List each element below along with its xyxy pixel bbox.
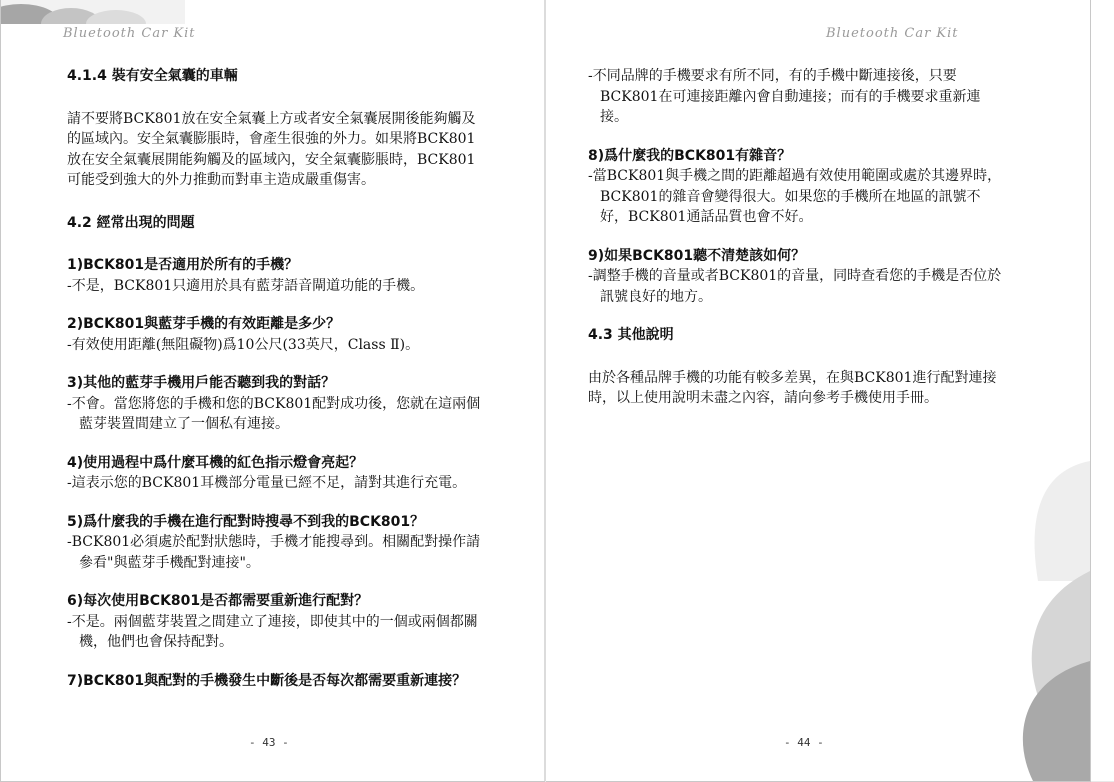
- faq-answer: -不會。當您將您的手機和您的BCK801配對成功後，您就在這兩個藍芽裝置間建立了一個私有連接。: [67, 395, 481, 432]
- paragraph: 由於各種品牌手機的功能有較多差異，在與BCK801進行配對連接時，以上使用說明未盡之內容，請向參考手機使用手冊。: [588, 369, 997, 406]
- faq-question: 6)每次使用BCK801是否都需要重新進行配對？: [67, 593, 369, 609]
- left-page-content: [67, 66, 483, 691]
- right-page-content: [588, 66, 1004, 409]
- faq-question: 8)爲什麼我的BCK801有雜音？: [588, 147, 792, 164]
- page-number: - 44 -: [784, 736, 824, 749]
- faq-answer: -不同品牌的手機要求有所不同，有的手機中斷連接後，只要BCK801在可連接距離內會自動連接；而有的手機要求重新連接。: [588, 68, 981, 125]
- faq-question: 4)使用過程中爲什麼耳機的紅色指示燈會亮起？: [67, 454, 364, 471]
- faq-question: 1)BCK801是否適用於所有的手機？: [67, 257, 299, 273]
- faq-answer: -調整手機的音量或者BCK801的音量，同時查看您的手機是否位於訊號良好的地方。: [588, 268, 1002, 305]
- section-title: 4.2 經常出現的問題: [67, 214, 195, 231]
- section-title: 4.1.4 裝有安全氣囊的車輛: [67, 68, 238, 84]
- faq-question: 3)其他的藍芽手機用戶能否聽到我的對話？: [67, 375, 336, 391]
- running-header: Bluetooth Car Kit: [826, 26, 959, 41]
- faq-answer: -不是。兩個藍芽裝置之間建立了連接，即使其中的一個或兩個都關機，他們也會保持配對。: [67, 613, 478, 650]
- paragraph: 請不要將BCK801放在安全氣囊上方或者安全氣囊展開後能夠觸及的區域內。安全氣囊膨脹時，會產生很強的外力。如果將BCK801放在安全氣囊展開能夠觸及的區域內，安全氣囊膨脹時，BCK801可能受到強大的外力推動而對車主造成嚴重傷害。: [67, 110, 476, 188]
- page-44: [546, 0, 1091, 782]
- faq-answer: -這表示您的BCK801耳機部分電量已經不足，請對其進行充電。: [67, 475, 467, 491]
- page-43: [0, 0, 545, 782]
- faq-answer: -BCK801必須處於配對狀態時，手機才能搜尋到。相關配對操作請參看"與藍芽手機配對連接"。: [67, 534, 481, 571]
- corner-decoration: [998, 461, 1090, 781]
- faq-question: 9)如果BCK801聽不清楚該如何？: [588, 247, 806, 264]
- faq-question: 7)BCK801與配對的手機發生中斷後是否每次都需要重新連接？: [67, 672, 467, 689]
- faq-question: 5)爲什麼我的手機在進行配對時搜尋不到我的BCK801？: [67, 513, 425, 530]
- corner-decoration: [1, 0, 185, 24]
- running-header: Bluetooth Car Kit: [63, 26, 196, 41]
- faq-answer: -有效使用距離(無阻礙物)爲10公尺(33英尺，Class Ⅱ)。: [67, 336, 420, 353]
- section-title: 4.3 其他說明: [588, 327, 674, 343]
- faq-question: 2)BCK801與藍芽手機的有效距離是多少？: [67, 316, 341, 332]
- faq-answer: -不是，BCK801只適用於具有藍芽語音閘道功能的手機。: [67, 277, 425, 294]
- page-number: - 43 -: [249, 736, 289, 749]
- faq-answer: -當BCK801與手機之間的距離超過有效使用範圍或處於其邊界時，BCK801的雜音會變得很大。如果您的手機所在地區的訊號不好，BCK801通話品質也會不好。: [588, 168, 1002, 225]
